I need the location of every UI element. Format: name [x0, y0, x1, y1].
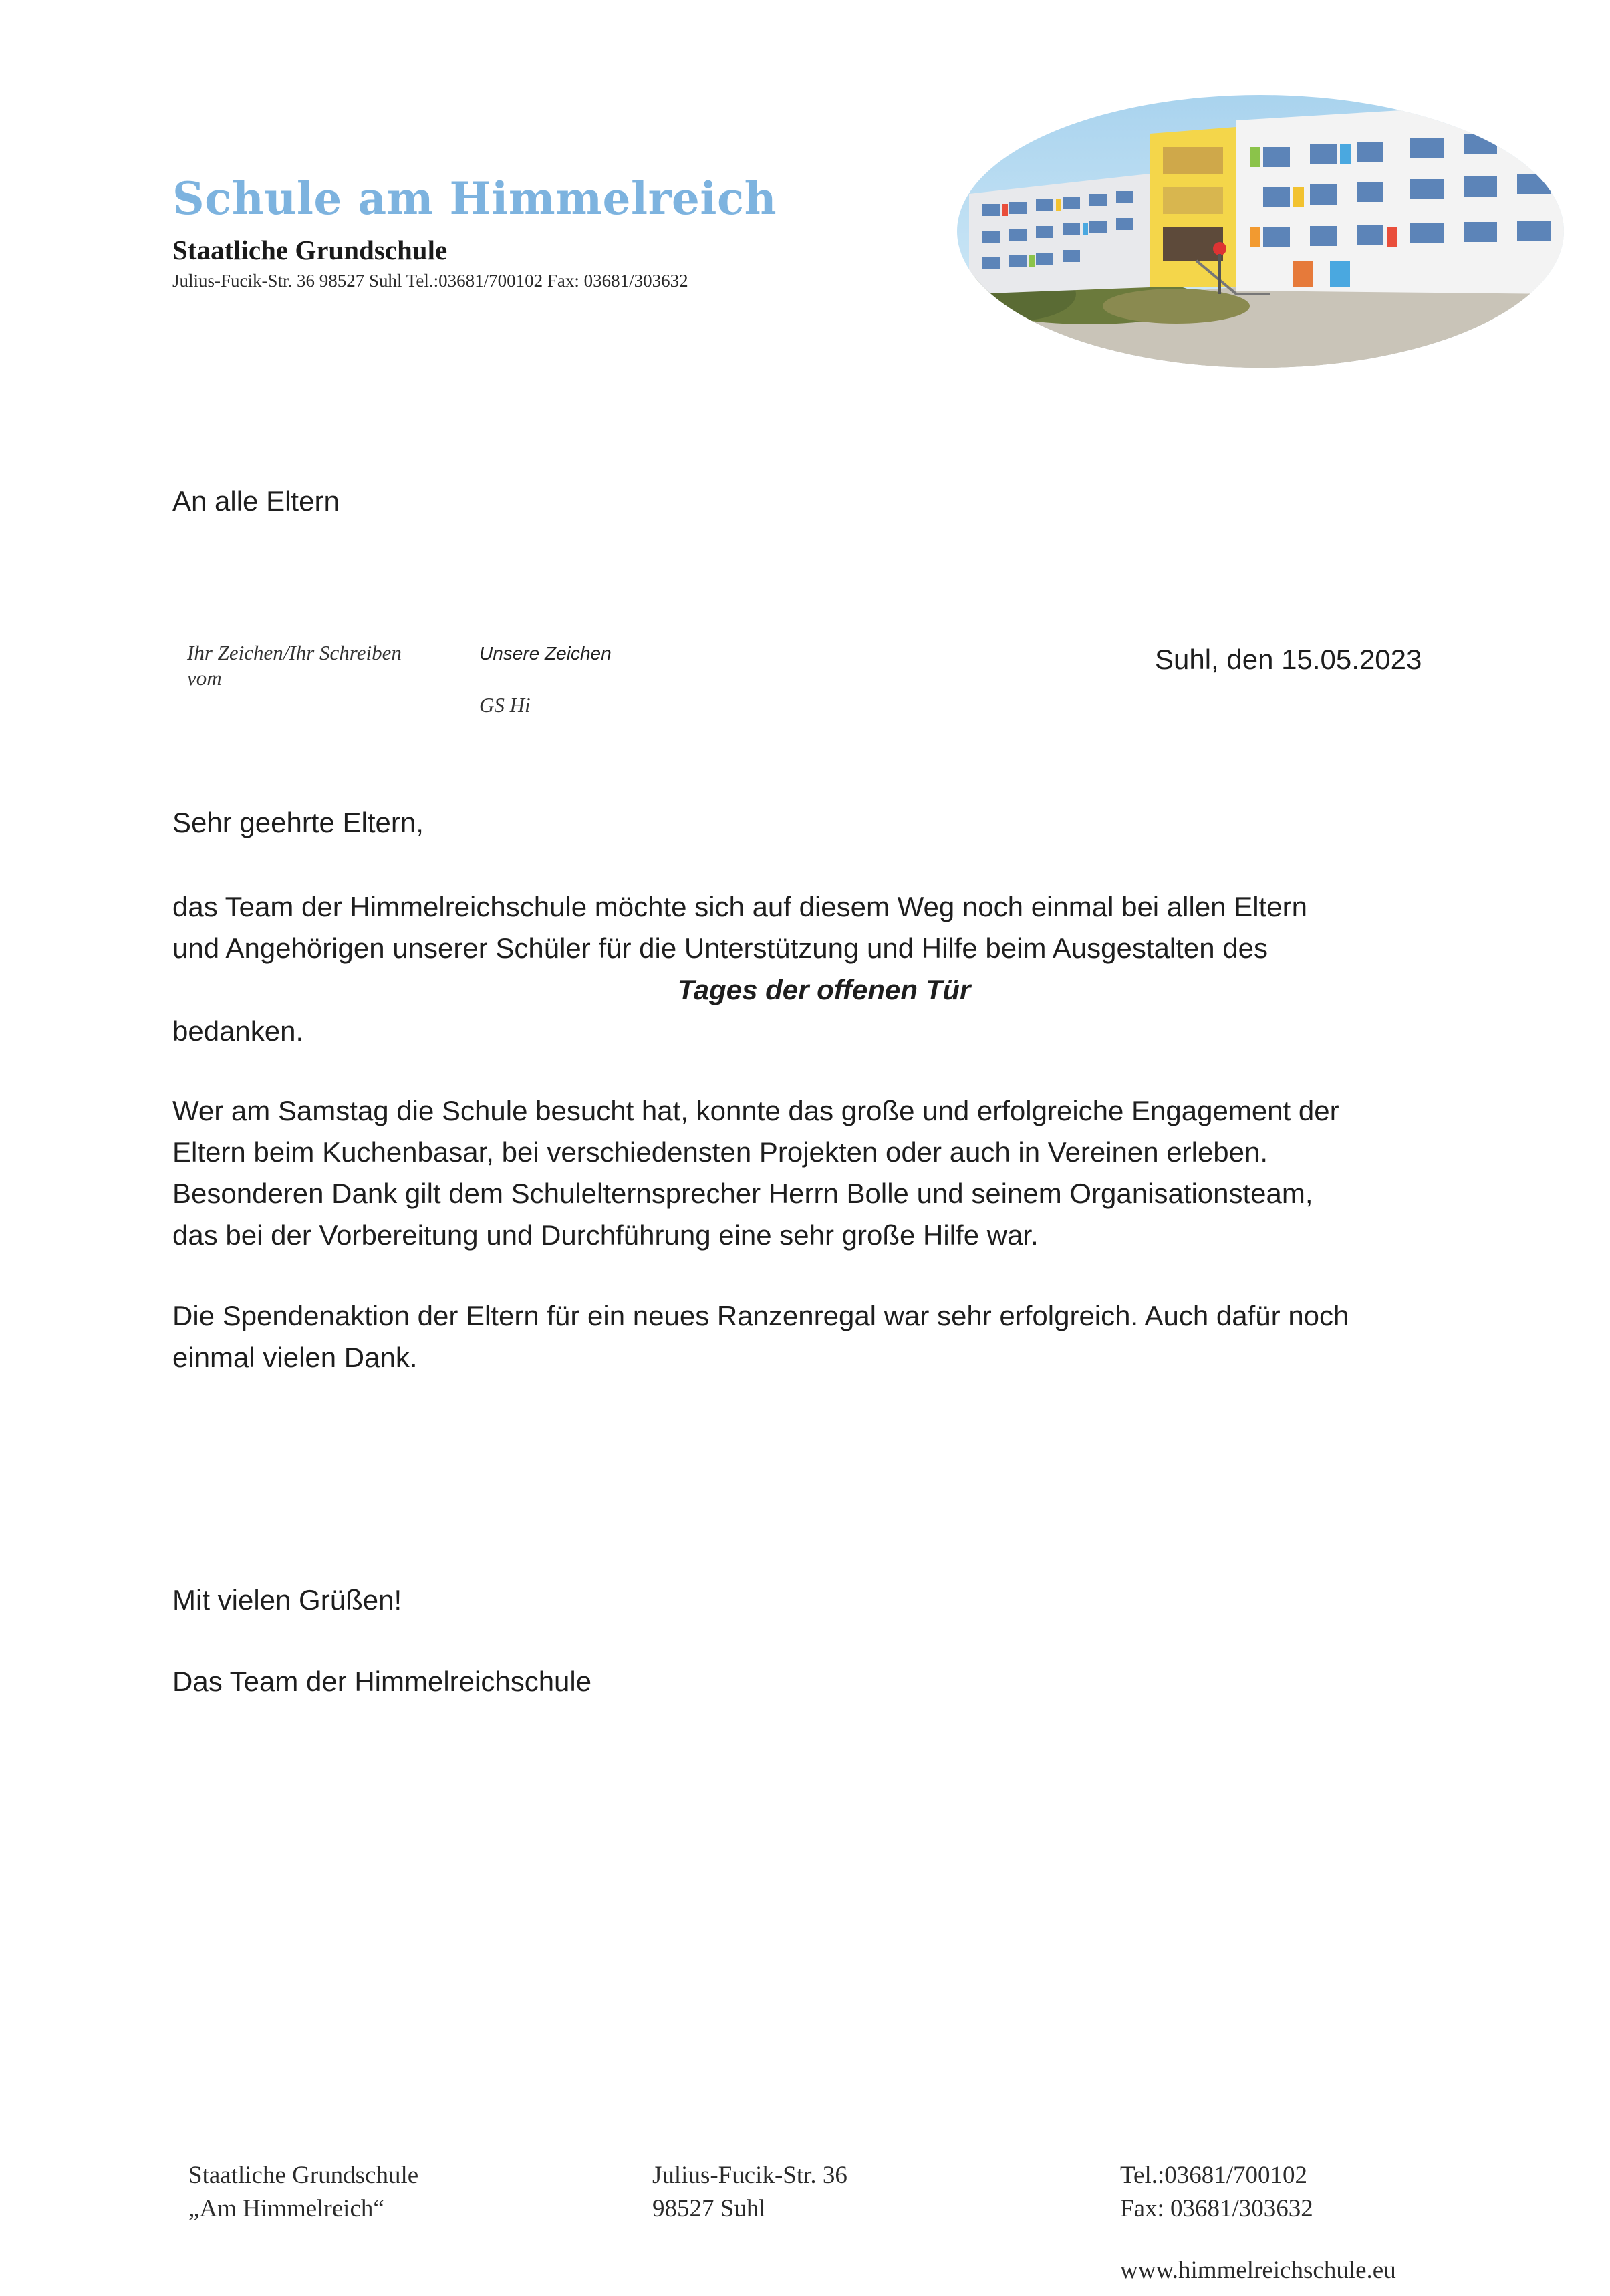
footer-line: Staatliche Grundschule — [188, 2162, 419, 2189]
paragraph-line: und Angehörigen unserer Schüler für die Unterstützung und Hilfe beim Ausgestalten des — [172, 932, 1268, 964]
our-reference-value: GS Hi — [479, 693, 531, 717]
paragraph-line: das Team der Himmelreichschule möchte sich auf diesem Weg noch einmal bei allen Eltern — [172, 891, 1307, 922]
paragraph-line: das bei der Vorbereitung und Durchführung eine sehr große Hilfe war. — [172, 1219, 1039, 1251]
salutation: Sehr geehrte Eltern, — [172, 807, 424, 838]
paragraph-line: einmal vielen Dank. — [172, 1342, 418, 1373]
footer-school-info — [188, 2159, 418, 2226]
paragraph-line: Die Spendenaktion der Eltern für ein neues Ranzenregal war sehr erfolgreich. Auch dafür noch — [172, 1300, 1349, 1331]
footer-contact — [1120, 2159, 1313, 2226]
school-subtitle: Staatliche Grundschule — [172, 235, 448, 265]
footer-line: 98527 Suhl — [652, 2195, 766, 2222]
paragraph-line: Besonderen Dank gilt dem Schulelternsprecher Herrn Bolle und seinem Organisationsteam, — [172, 1178, 1313, 1209]
school-address: Julius-Fucik-Str. 36 98527 Suhl Tel.:03681/700102 Fax: 03681/303632 — [172, 271, 688, 291]
our-reference-label: Unsere Zeichen — [479, 643, 612, 664]
footer-line: Tel.:03681/700102 — [1120, 2162, 1308, 2189]
paragraph-line: Wer am Samstag die Schule besucht hat, konnte das große und erfolgreiche Engagement der — [172, 1095, 1339, 1126]
footer-line: Julius-Fucik-Str. 36 — [652, 2162, 847, 2189]
footer-line: „Am Himmelreich“ — [188, 2195, 384, 2222]
paragraph-donation — [172, 1295, 1516, 1378]
paragraph-line: Eltern beim Kuchenbasar, bei verschiedensten Projekten oder auch in Vereinen erleben. — [172, 1136, 1268, 1168]
paragraph-engagement — [172, 1090, 1516, 1256]
event-name-highlight: Tages der offenen Tür — [677, 974, 971, 1005]
your-reference-label: Ihr Zeichen/Ihr Schreiben vom — [187, 641, 402, 690]
paragraph-line: bedanken. — [172, 1015, 304, 1047]
school-name: Schule am Himmelreich — [172, 172, 777, 225]
letter-date: Suhl, den 15.05.2023 — [1155, 644, 1422, 675]
footer-line: Fax: 03681/303632 — [1120, 2195, 1313, 2222]
footer-address — [652, 2159, 847, 2226]
school-building-photo — [956, 94, 1565, 369]
paragraph-thanks — [172, 886, 1516, 1052]
recipient-line: An alle Eltern — [172, 485, 340, 517]
closing-greeting: Mit vielen Grüßen! — [172, 1584, 402, 1616]
footer-website-link[interactable]: www.himmelreichschule.eu — [1120, 2257, 1396, 2284]
closing-signature: Das Team der Himmelreichschule — [172, 1666, 592, 1697]
